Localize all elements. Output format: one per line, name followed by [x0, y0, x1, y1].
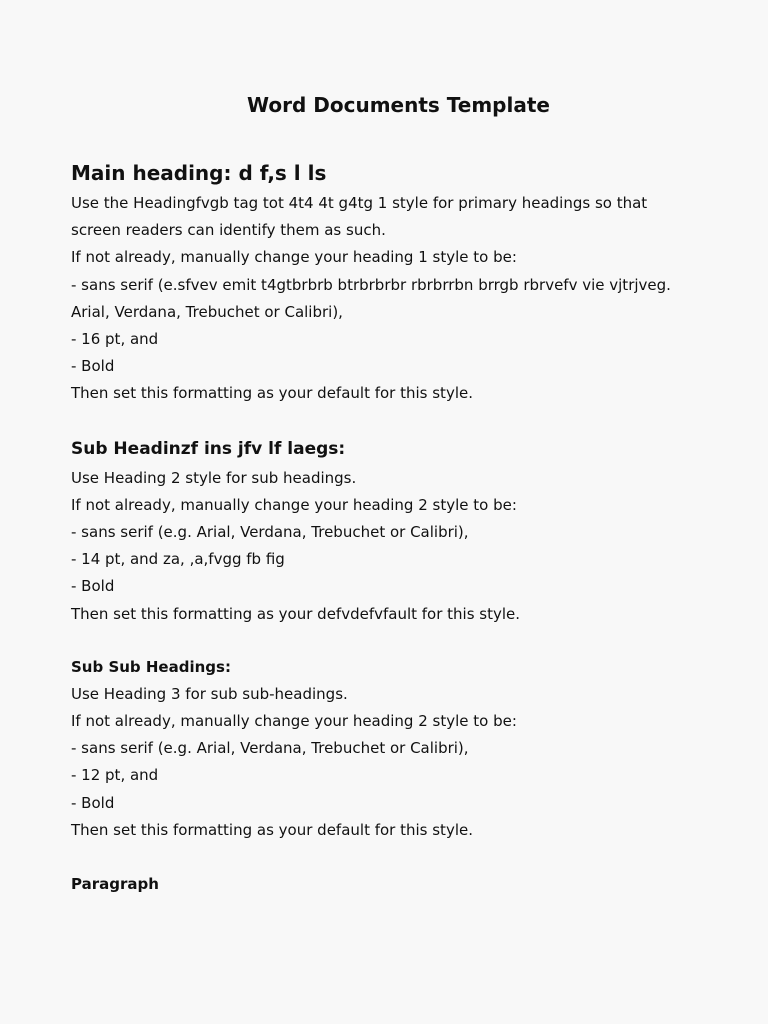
section-spacer [71, 628, 708, 654]
paragraph-line: Then set this formatting as your defvdefvfault for this style. [71, 604, 521, 623]
sub-sub-heading-body [71, 681, 708, 844]
main-heading: Main heading: d f,s l ls [71, 161, 327, 185]
sub-heading: Sub Headinzf ins jfv lf laegs: [71, 438, 346, 459]
sub-heading-body [71, 465, 708, 628]
paragraph-line: If not already, manually change your heading 2 style to be: [71, 712, 517, 731]
paragraph-line: - sans serif (e.sfvev emit t4gtbrbrb btrbrbrbr rbrbrrbn brrgb rbrvefv vie vjtrjveg. [71, 275, 671, 294]
paragraph-line: - 14 pt, and za, ,a,fvgg fb fig [71, 550, 285, 569]
paragraph-line: - 16 pt, and [71, 330, 159, 349]
paragraph-line: Then set this formatting as your default for this style. [71, 820, 473, 839]
paragraph-line: Use Heading 2 style for sub headings. [71, 468, 357, 487]
document-title: Word Documents Template [247, 93, 550, 117]
paragraph-line: - sans serif (e.g. Arial, Verdana, Trebuchet or Calibri), [71, 523, 469, 542]
paragraph-line: Use the Headingfvgb tag tot 4t4 4t g4tg 1 style for primary headings so that [71, 194, 648, 212]
paragraph-line: Arial, Verdana, Trebuchet or Calibri), [71, 302, 343, 321]
paragraph-line: - 12 pt, and [71, 766, 159, 785]
section-spacer [71, 844, 708, 871]
paragraph-line: - Bold [71, 793, 115, 812]
paragraph-line: - sans serif (e.g. Arial, Verdana, Trebuchet or Calibri), [71, 739, 469, 758]
paragraph-line: Use Heading 3 for sub sub-headings. [71, 684, 348, 703]
paragraph-line: - Bold [71, 577, 115, 596]
main-heading-body [71, 190, 708, 408]
paragraph-line: screen readers can identify them as such. [71, 221, 386, 240]
paragraph-line: Then set this formatting as your default for this style. [71, 384, 473, 403]
paragraph-line: If not already, manually change your heading 1 style to be: [71, 248, 517, 267]
paragraph-line: If not already, manually change your heading 2 style to be: [71, 495, 517, 514]
sub-sub-heading: Sub Sub Headings: [71, 657, 231, 676]
section-spacer [71, 408, 708, 436]
paragraph-line: - Bold [71, 357, 115, 376]
paragraph-heading: Paragraph [71, 875, 159, 894]
